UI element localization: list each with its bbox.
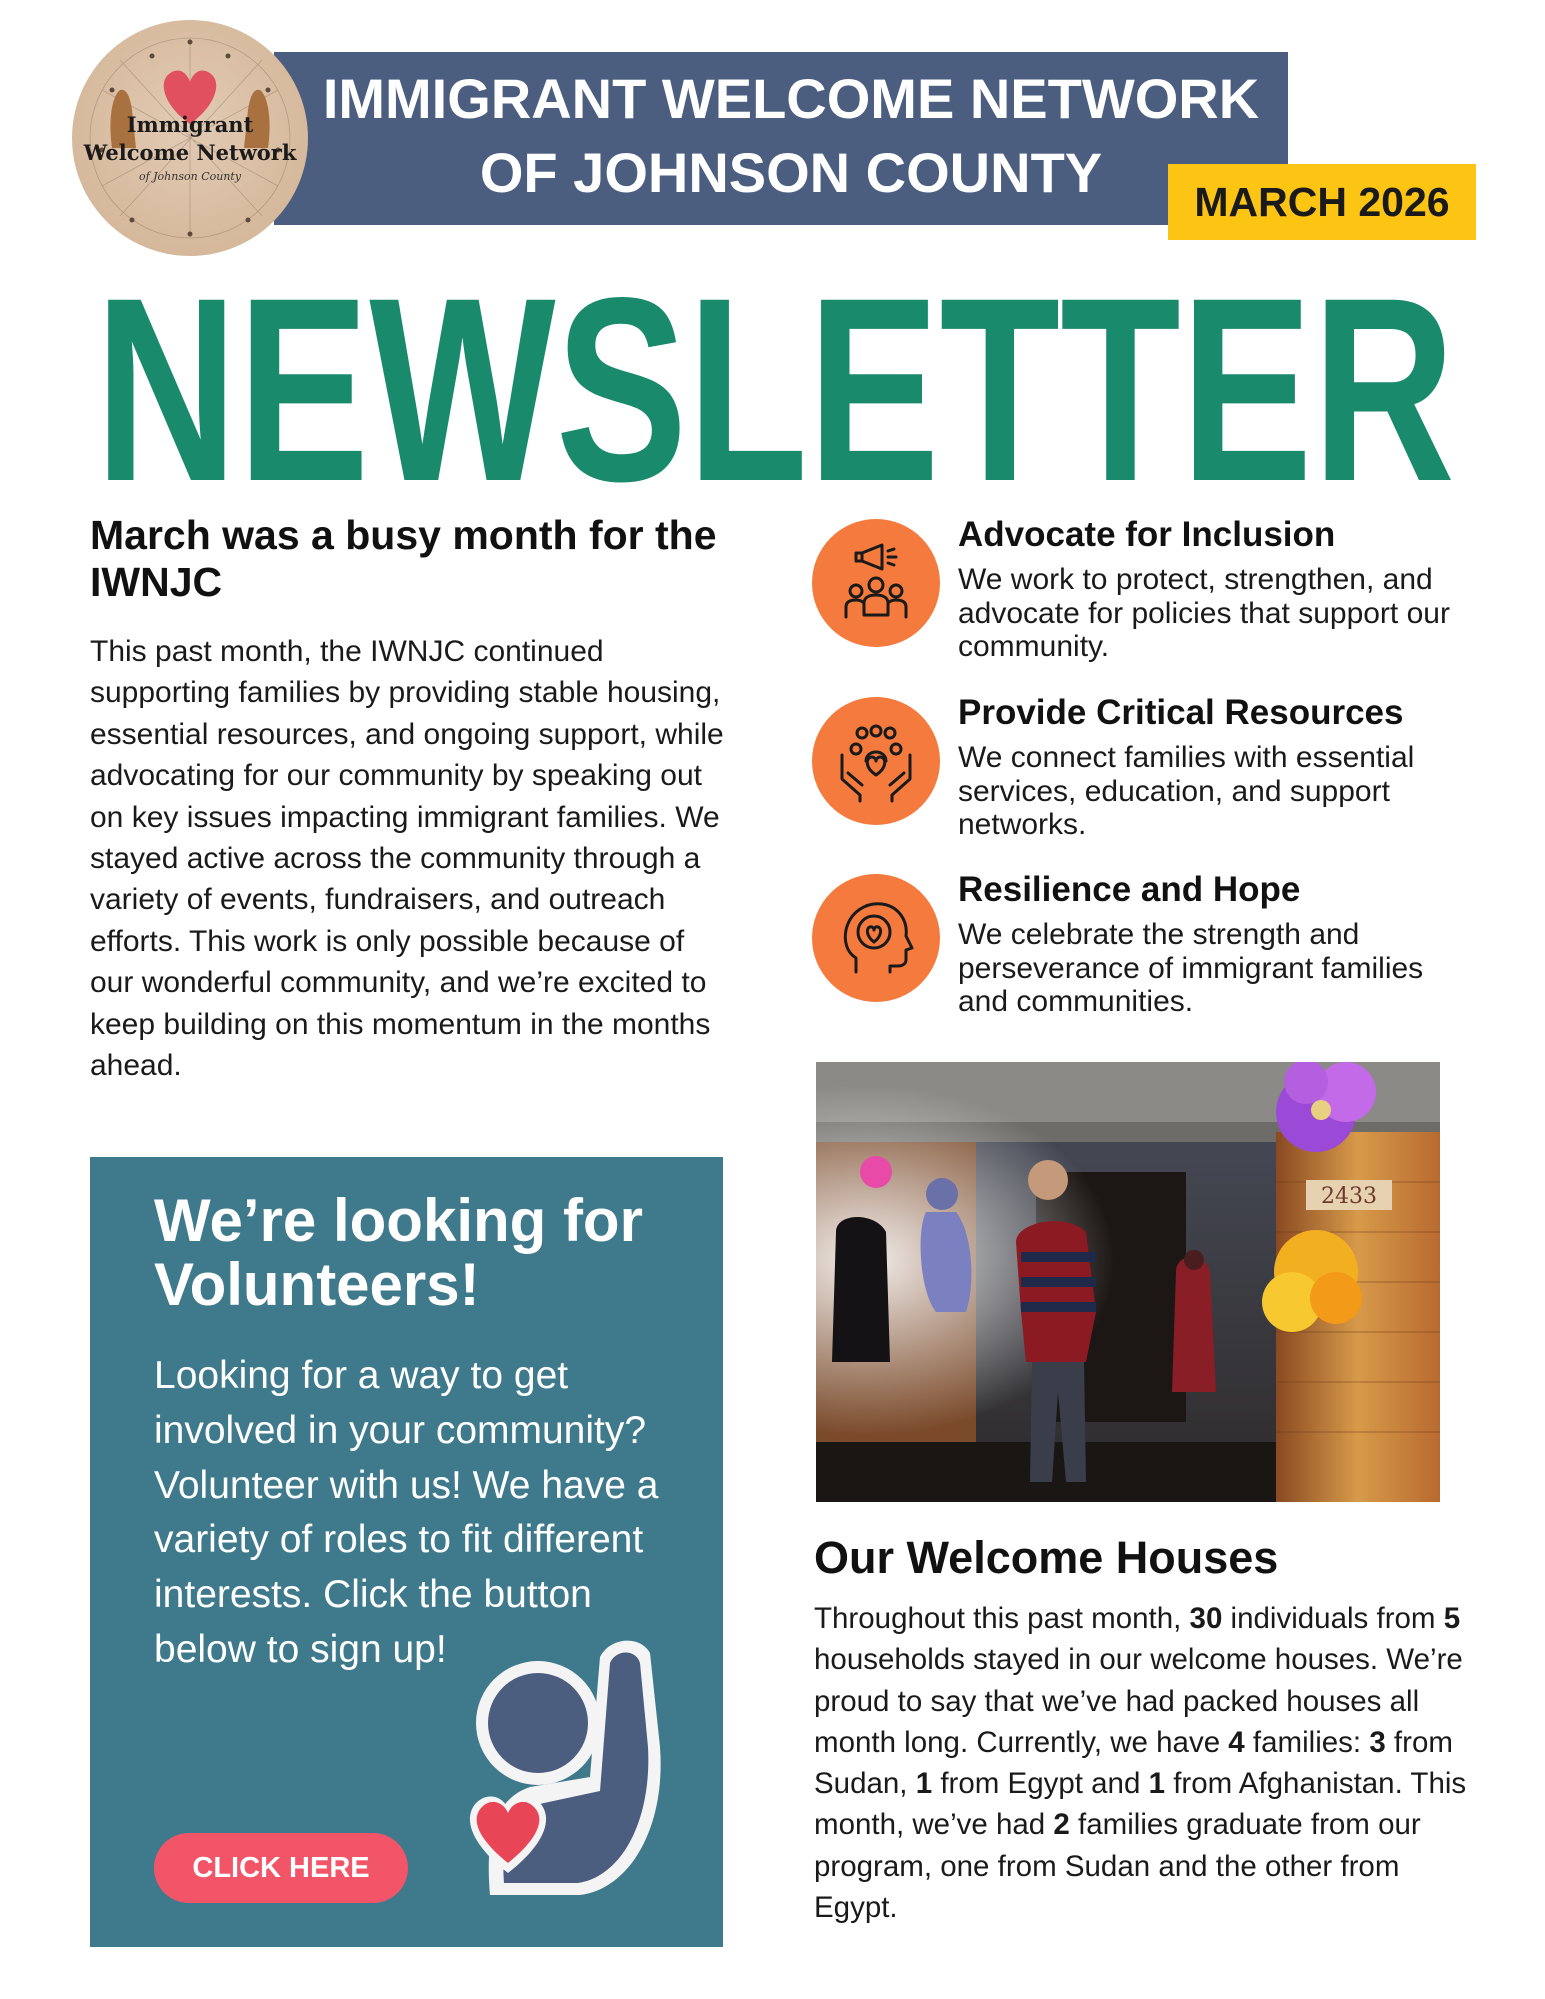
stat-afghanistan: 1 — [1148, 1767, 1165, 1801]
pillar-resilience-title: Resilience and Hope — [958, 870, 1301, 909]
houses-body: Throughout this past month, 30 individuals from 5 households stayed in our welcome houses. We’re proud to say that we’ve had packed houses all month long. Currently, we have 4 families: 3 from Sudan, 1 from Egypt and 1 from Afghanistan. This month, we’ve had 2 families graduate from our program, one from Sudan and the other from Egypt. — [814, 1602, 1467, 1925]
pillar-advocate-title: Advocate for Inclusion — [958, 515, 1336, 554]
logo-text-line3: of Johnson County — [138, 170, 242, 183]
pillar-resilience-text: We celebrate the strength and perseverance of immigrant families and communities. — [958, 918, 1424, 1018]
masthead-title — [95, 218, 1455, 500]
logo-text-line1: Immigrant — [126, 112, 254, 137]
org-name-line2: OF JOHNSON COUNTY — [479, 141, 1103, 204]
megaphone-group-icon — [812, 519, 940, 647]
lead-body: This past month, the IWNJC continued supporting families by providing stable housing, essential resources, and ongoing support, while advocating for our community by speaking out on key issues impacting immigrant families. We stayed active across the community through a variety of events, fundraisers, and outreach efforts. This work is only possible because of our wonderful community, and we’re excited to keep building on this momentum in the months ahead. — [90, 635, 724, 1083]
houses-heading: Our Welcome Houses — [814, 1532, 1279, 1583]
volunteer-body: Looking for a way to get involved in your community? Volunteer with us! We have a variety of roles to fit different interests. Click the button below to sign up! — [154, 1354, 659, 1671]
stat-individuals: 30 — [1189, 1602, 1223, 1635]
header-banner — [274, 52, 1288, 225]
pillar-advocate-text: We work to protect, strengthen, and advocate for policies that support our community. — [958, 563, 1450, 663]
issue-date-badge: MARCH 2026 — [1168, 164, 1476, 240]
welcome-house-photo — [816, 1062, 1440, 1502]
lead-heading: March was a busy month for the IWNJC — [90, 512, 717, 605]
stat-sudan: 3 — [1369, 1725, 1386, 1759]
head-heart-icon — [812, 874, 940, 1002]
stat-families: 4 — [1228, 1725, 1245, 1759]
stat-graduated: 2 — [1053, 1808, 1070, 1842]
pillar-resources — [812, 693, 1492, 847]
pillar-advocate — [812, 515, 1492, 669]
pillar-resources-title: Provide Critical Resources — [958, 693, 1404, 732]
pillar-resilience — [812, 870, 1492, 1024]
stat-egypt: 1 — [915, 1767, 933, 1801]
logo-text-line2: Welcome Network — [83, 140, 297, 165]
org-name-line1: IMMIGRANT WELCOME NETWORK — [322, 67, 1260, 130]
stat-households: 5 — [1443, 1602, 1461, 1635]
volunteer-panel — [90, 1157, 723, 1947]
masthead-text: NEWSLETTER — [95, 243, 1455, 500]
hands-community-icon — [812, 697, 940, 825]
raised-hand-volunteer-icon — [460, 1627, 710, 1907]
volunteer-signup-button[interactable]: CLICK HERE — [154, 1833, 408, 1903]
pillar-resources-text: We connect families with essential services, education, and support networks. — [958, 741, 1415, 841]
house-number: 2433 — [1321, 1184, 1377, 1209]
volunteer-title: We’re looking for Volunteers! — [154, 1187, 643, 1318]
